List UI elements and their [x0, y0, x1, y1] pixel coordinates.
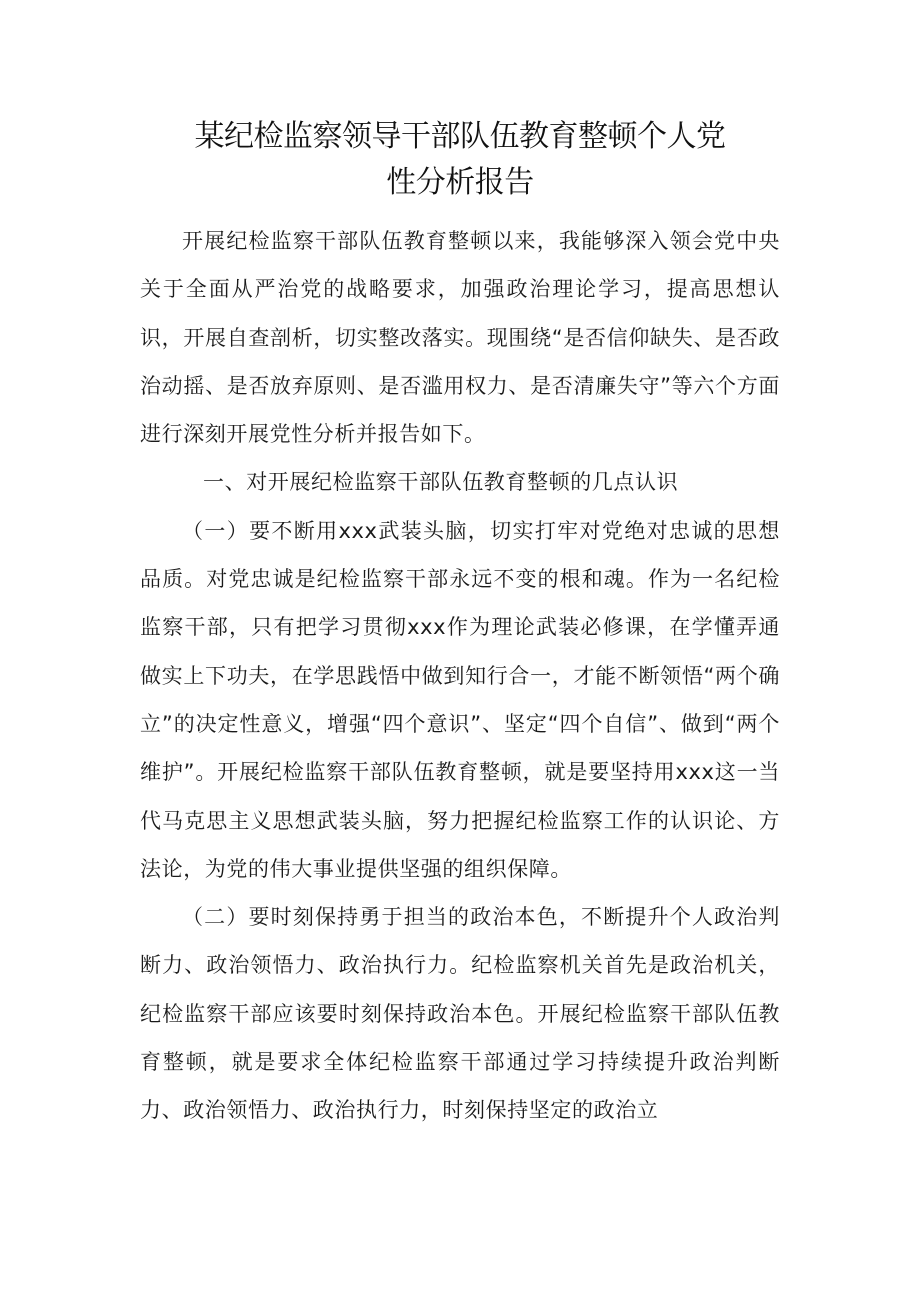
document-title-line-2: 性分析报告: [386, 165, 534, 200]
point-two-paragraph: （二）要时刻保持勇于担当的政治本色，不断提升个人政治判断力、政治领悟力、政治执行力。纪检监察机关首先是政治机关，纪检监察干部应该要时刻保持政治本色。开展纪检监察干部队伍教育整顿，就是要求全体纪检监察干部通过学习持续提升政治判断力、政治领悟力、政治执行力，时刻保持坚定的政治立: [140, 905, 780, 1123]
section-heading: 一、对开展纪检监察干部队伍教育整顿的几点认识: [203, 470, 679, 495]
document-body: [140, 217, 780, 1135]
document-title-line-1: 某纪检监察领导干部队伍教育整顿个人党: [194, 119, 726, 154]
point-one-paragraph: （一）要不断用xxx武装头脑，切实打牢对党绝对忠诚的思想品质。对党忠诚是纪检监察干部永远不变的根和魂。作为一名纪检监察干部，只有把学习贯彻xxx作为理论武装必修课，在学懂弄通做实上下功夫，在学思践悟中做到知行合一，才能不断领悟“两个确立”的决定性意义，增强“四个意识”、坚定“四个自信”、做到“两个维护”。开展纪检监察干部队伍教育整顿，就是要坚持用xxx这一当代马克思主义思想武装头脑，努力把握纪检监察工作的认识论、方法论，为党的伟大事业提供坚强的组织保障。: [140, 518, 780, 881]
intro-paragraph: 开展纪检监察干部队伍教育整顿以来，我能够深入领会党中央关于全面从严治党的战略要求，加强政治理论学习，提高思想认识，开展自查剖析，切实整改落实。现围绕“是否信仰缺失、是否政治动摇、是否放弃原则、是否滥用权力、是否清廉失守”等六个方面进行深刻开展党性分析并报告如下。: [140, 229, 780, 447]
